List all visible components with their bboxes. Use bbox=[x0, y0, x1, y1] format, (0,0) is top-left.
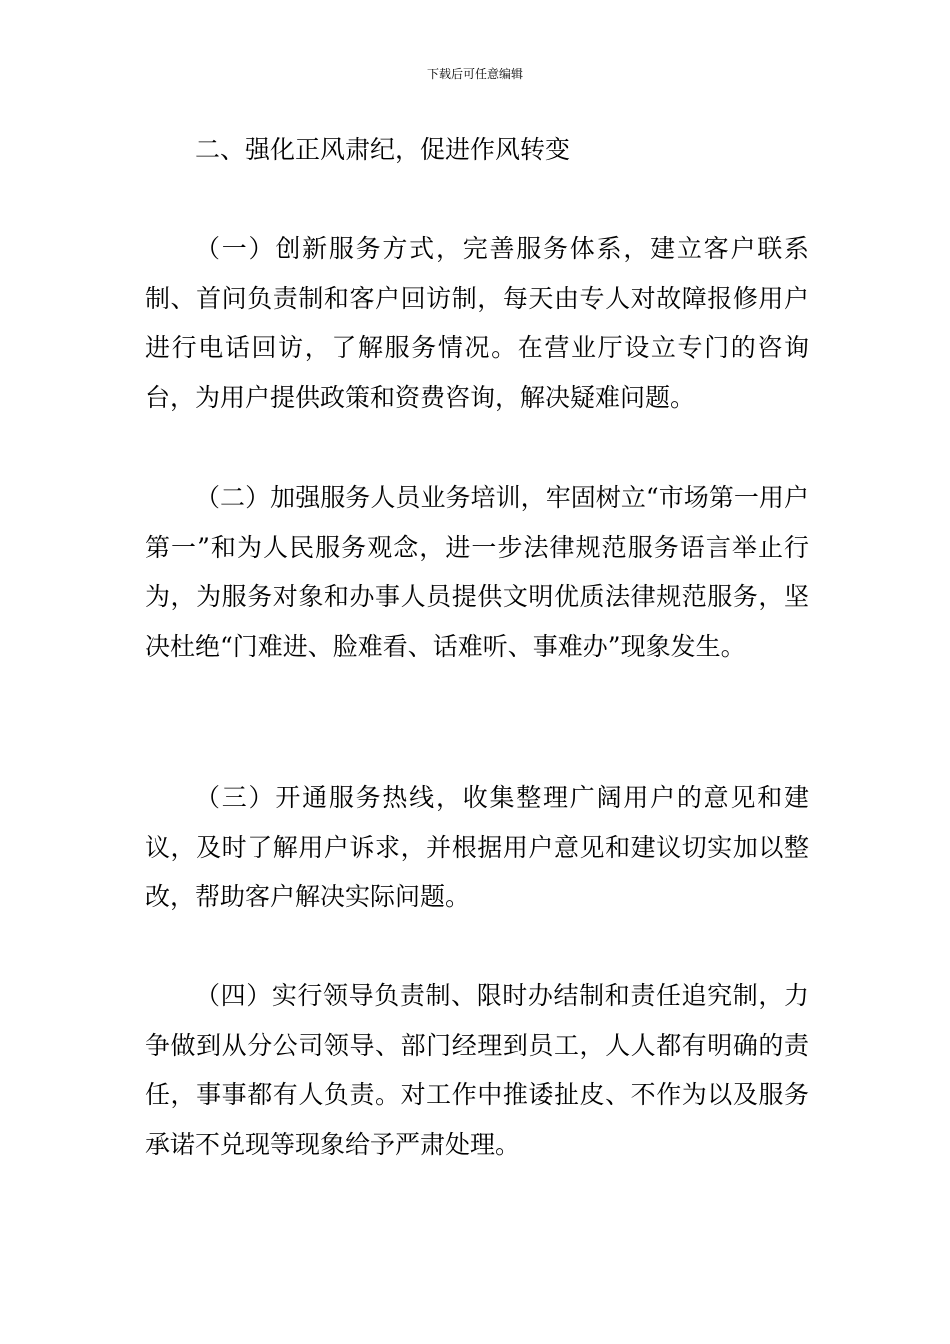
paragraph-4: （四）实行领导负责制、限时办结制和责任追究制，力争做到从分公司领导、部门经理到员工，人人都有明确的责任，事事都有人负责。对工作中推诿扯皮、不作为以及服务承诺不兑现等现象给予严肃处理。 bbox=[145, 981, 809, 1159]
page-header-note: 下载后可任意编辑 bbox=[426, 67, 523, 81]
paragraph-3: （三）开通服务热线，收集整理广阔用户的意见和建议，及时了解用户诉求，并根据用户意见和建议切实加以整改，帮助客户解决实际问题。 bbox=[145, 783, 809, 911]
section-heading: 二、强化正风肃纪，促进作风转变 bbox=[195, 135, 571, 164]
paragraph-1: （一）创新服务方式，完善服务体系，建立客户联系制、首问负责制和客户回访制，每天由专人对故障报修用户进行电话回访，了解服务情况。在营业厅设立专门的咨询台，为用户提供政策和资费咨询，解决疑难问题。 bbox=[145, 234, 809, 412]
paragraph-2: （二）加强服务人员业务培训，牢固树立“市场第一用户第一”和为人民服务观念，进一步法律规范服务语言举止行为，为服务对象和办事人员提供文明优质法律规范服务，坚决杜绝“门难进、脸难看、话难听、事难办”现象发生。 bbox=[145, 483, 809, 661]
